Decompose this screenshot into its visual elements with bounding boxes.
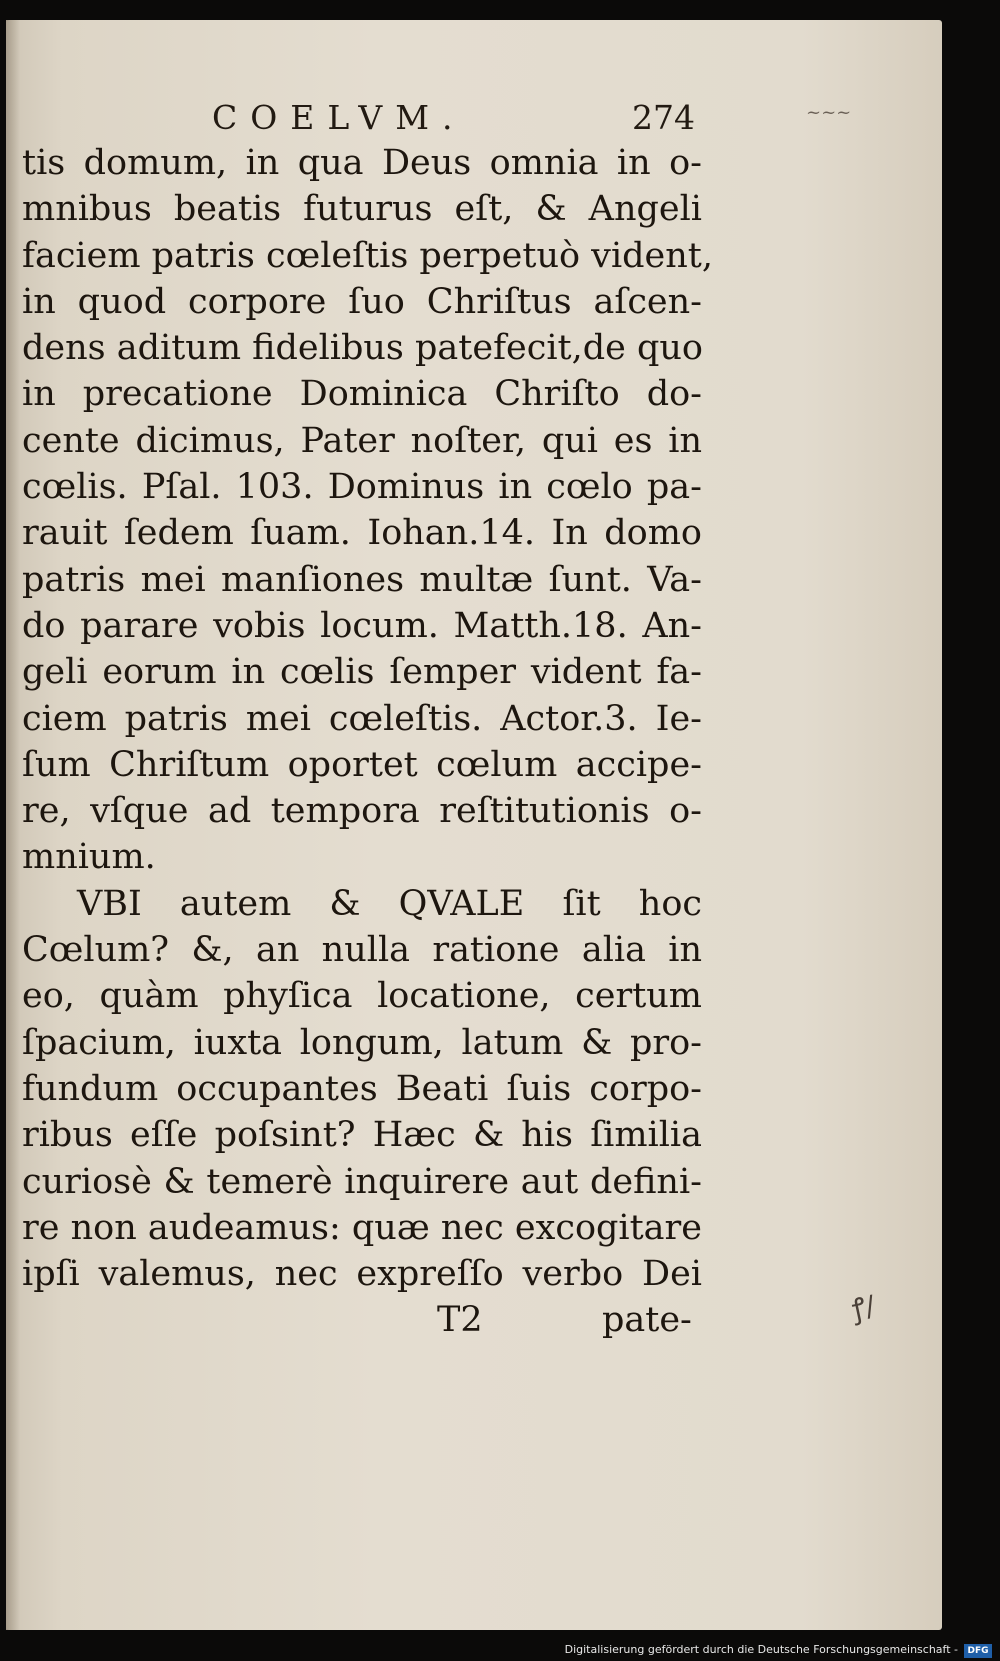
page-gutter-shadow bbox=[6, 20, 20, 1630]
text-line: in precatione Dominica Chriſto do- bbox=[22, 374, 702, 415]
margin-scribble: ꝭ/ bbox=[848, 1288, 879, 1326]
text-line: ſpacium, iuxta longum, latum & pro- bbox=[22, 1022, 702, 1063]
text-line: ipſi valemus, nec expreſſo verbo Dei bbox=[22, 1254, 702, 1295]
text-line: Cœlum? &, an nulla ratione alia in bbox=[22, 930, 702, 971]
text-line: cœlis. Pſal. 103. Dominus in cœlo pa- bbox=[22, 467, 702, 508]
text-line: fundum occupantes Beati ſuis corpo- bbox=[22, 1068, 702, 1109]
text-line: re, vſque ad tempora reſtitutionis o- bbox=[22, 791, 702, 832]
text-line: ſum Chriſtum oportet cœlum accipe- bbox=[22, 744, 702, 785]
margin-ink-mark: ~~~ bbox=[806, 102, 852, 123]
text-line: mnibus beatis futurus eſt, & Angeli bbox=[22, 189, 702, 230]
paragraph-start-line: VBI autem & QVALE ſit hoc bbox=[77, 883, 702, 924]
body-text bbox=[22, 140, 713, 1297]
text-line: ciem patris mei cœleſtis. Actor.3. Ie- bbox=[22, 698, 702, 739]
page-header bbox=[22, 98, 702, 142]
text-line: re non audeamus: quæ nec excogitare bbox=[22, 1207, 702, 1248]
text-line: patris mei manſiones multæ ſunt. Va- bbox=[22, 559, 702, 600]
text-line: in quod corpore ſuo Chriſtus aſcen- bbox=[22, 281, 702, 322]
text-line: tis domum, in qua Deus omnia in o- bbox=[22, 143, 702, 183]
signature-mark: T2 bbox=[437, 1300, 483, 1340]
running-title: COELVM. bbox=[212, 98, 466, 137]
text-line: faciem patris cœleſtis perpetuò vident, bbox=[22, 235, 713, 276]
text-line: do parare vobis locum. Matth.18. An- bbox=[22, 605, 702, 646]
dfg-logo: DFG bbox=[964, 1644, 992, 1658]
text-line: mnium. bbox=[22, 837, 156, 878]
text-line: cente dicimus, Pater noſter, qui es in bbox=[22, 420, 702, 461]
catchword: pate- bbox=[602, 1300, 692, 1340]
text-line: ribus eſſe poſsint? Hæc & his ſimilia bbox=[22, 1115, 702, 1156]
text-line: geli eorum in cœlis ſemper vident fa- bbox=[22, 652, 702, 693]
text-line: curiosè & temerè inquirere aut defini- bbox=[22, 1161, 702, 1202]
text-line: dens aditum fidelibus patefecit,de quo bbox=[22, 328, 703, 369]
page-footer-line bbox=[22, 1300, 702, 1350]
page-number: 274 bbox=[632, 98, 695, 137]
funding-credit: Digitalisierung gefördert durch die Deutsche Forschungsgemeinschaft - bbox=[564, 1643, 958, 1656]
text-line: rauit ſedem ſuam. Iohan.14. In domo bbox=[22, 513, 702, 554]
text-line: eo, quàm phyſica locatione, certum bbox=[22, 976, 702, 1017]
digitization-footer bbox=[0, 1641, 1000, 1661]
